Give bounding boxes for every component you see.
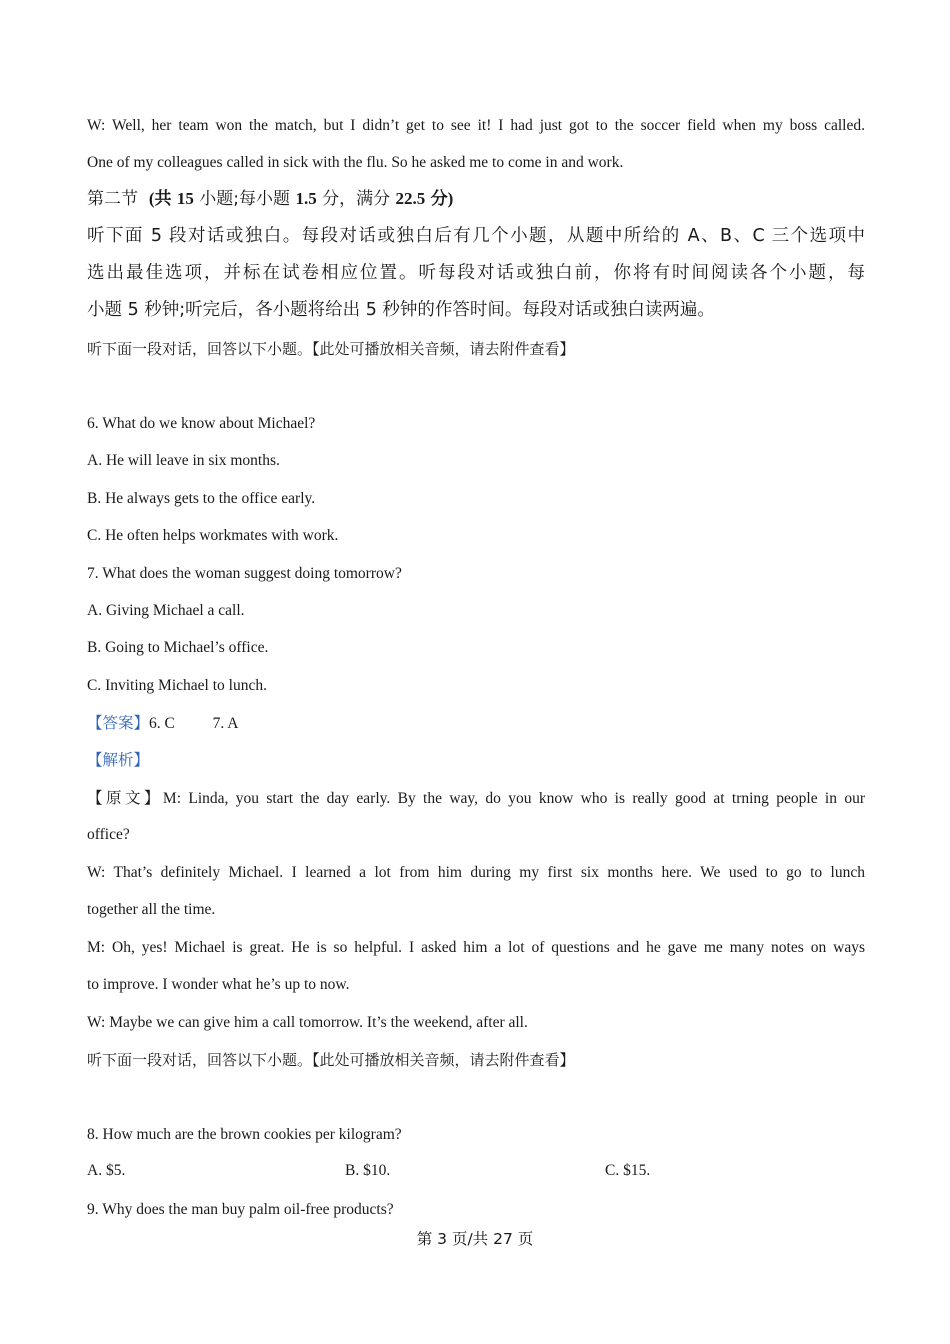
audio-note: 听下面一段对话，回答以下小题。【此处可播放相关音频，请去附件查看】 — [87, 1051, 575, 1069]
question-9: 9. Why does the man buy palm oil-free products? — [87, 1201, 394, 1218]
option-8a: A. $5. — [87, 1162, 126, 1179]
section-text: 分，满分 — [322, 189, 391, 209]
option-6c: C. He often helps workmates with work. — [87, 527, 339, 544]
option-7a: A. Giving Michael a call. — [87, 602, 245, 619]
answer-line — [87, 713, 238, 734]
question-count: 15 — [176, 189, 194, 208]
analysis-label: 【解析】 — [87, 751, 150, 769]
section-paren: (共 — [148, 189, 172, 208]
option-8c: C. $15. — [605, 1162, 651, 1179]
answer-6: 6. C — [149, 715, 175, 732]
option-6a: A. He will leave in six months. — [87, 452, 280, 469]
points-total: 22.5 — [395, 189, 426, 208]
transcript-line: W: That’s definitely Michael. I learned a lot from him during my first six months here. We used to go to lunch — [87, 864, 865, 881]
transcript-line: together all the time. — [87, 901, 216, 918]
transcript-label: 【原文】 — [87, 789, 163, 807]
instruction-line: 选出最佳选项，并标在试卷相应位置。听每段对话或独白前，你将有时间阅读各个小题，每 — [87, 263, 865, 283]
instruction-line: 听下面 5 段对话或独白。每段对话或独白后有几个小题，从题中所给的 A、B、C 三个选项中 — [87, 226, 865, 246]
transcript-line — [87, 788, 865, 809]
dialogue-line: One of my colleagues called in sick with the flu. So he asked me to come in and work. — [87, 154, 624, 171]
transcript-line: to improve. I wonder what he’s up to now. — [87, 976, 350, 993]
answer-7: 7. A — [212, 715, 239, 732]
section-text: 分) — [430, 189, 454, 208]
section-text: 小题;每小题 — [199, 189, 291, 209]
answer-label: 【答案】 — [87, 714, 150, 732]
option-7b: B. Going to Michael’s office. — [87, 639, 269, 656]
transcript-line: W: Maybe we can give him a call tomorrow. It’s the weekend, after all. — [87, 1014, 528, 1031]
question-7: 7. What does the woman suggest doing tomorrow? — [87, 565, 402, 582]
option-7c: C. Inviting Michael to lunch. — [87, 677, 267, 694]
instruction-line: 小题 5 秒钟;听完后，各小题将给出 5 秒钟的作答时间。每段对话或独白读两遍。 — [87, 300, 715, 320]
points-each: 1.5 — [295, 189, 317, 208]
question-8: 8. How much are the brown cookies per kilogram? — [87, 1126, 402, 1143]
transcript-line: M: Oh, yes! Michael is great. He is so helpful. I asked him a lot of questions and he gave me many notes on ways — [87, 939, 865, 956]
section-title: 第二节 — [87, 189, 138, 209]
page-footer: 第 3 页/共 27 页 — [416, 1230, 534, 1248]
transcript-text: M: Linda, you start the day early. By the way, do you know who is really good at trning people in our — [162, 790, 865, 807]
question-6: 6. What do we know about Michael? — [87, 415, 316, 432]
transcript-line: office? — [87, 826, 130, 843]
section-heading — [87, 189, 453, 209]
audio-note: 听下面一段对话，回答以下小题。【此处可播放相关音频，请去附件查看】 — [87, 340, 575, 358]
option-6b: B. He always gets to the office early. — [87, 490, 316, 507]
dialogue-line: W: Well, her team won the match, but I didn’t get to see it! I had just got to the soccer field when my boss called. — [87, 117, 865, 134]
option-8b: B. $10. — [345, 1162, 391, 1179]
